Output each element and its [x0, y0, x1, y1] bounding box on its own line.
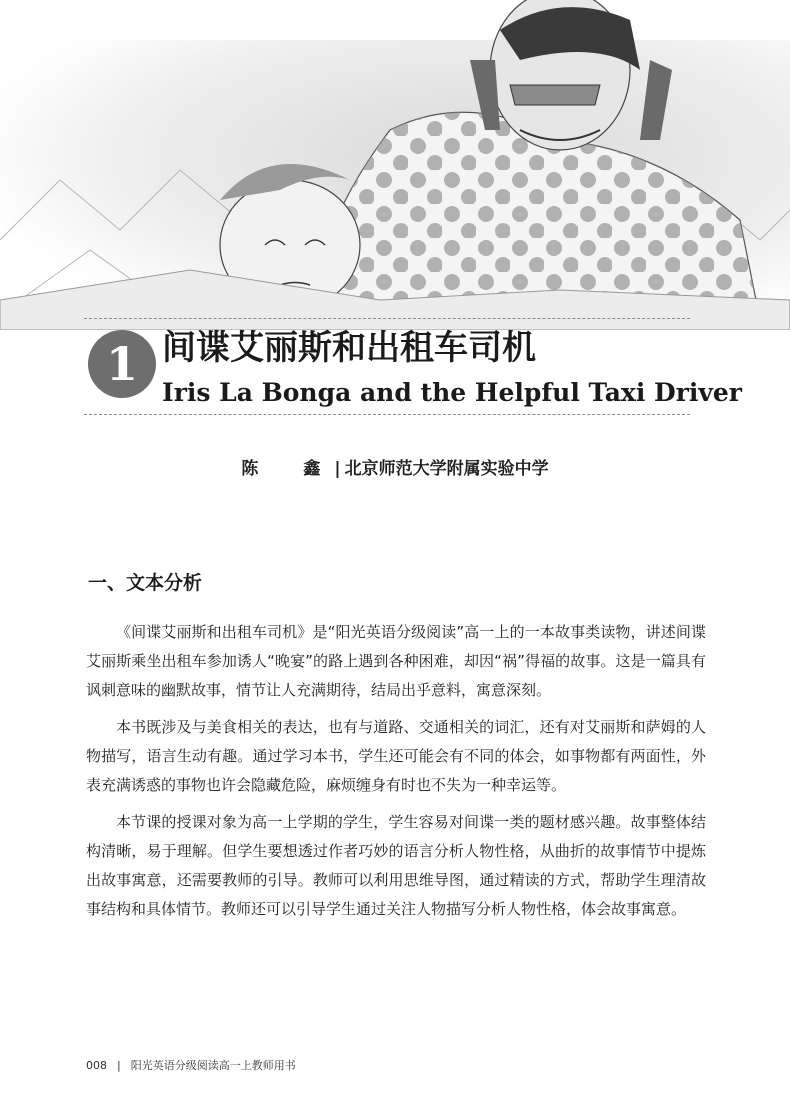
section-heading: 一、文本分析 [88, 572, 203, 594]
section-body [86, 618, 706, 932]
author-separator: | [334, 459, 341, 479]
author-line [0, 454, 790, 479]
title-rule-top [84, 318, 690, 319]
footer-book-title: 阳光英语分级阅读高一上教师用书 [130, 1059, 296, 1072]
paragraph: 本节课的授课对象为高一上学期的学生，学生容易对间谍一类的题材感兴趣。故事整体结构清晰，易于理解。但学生要想透过作者巧妙的语言分析人物性格，从曲折的故事情节中提炼出故事寓意，还需要教师的引导。教师可以利用思维导图，通过精读的方式，帮助学生理清故事结构和具体情节。教师还可以引导学生通过关注人物描写分析人物性格，体会故事寓意。 [86, 813, 706, 918]
page-footer [86, 1057, 706, 1073]
illustration-drawing [0, 0, 790, 330]
footer-separator: | [117, 1059, 121, 1072]
author-name: 陈 鑫 [241, 459, 335, 479]
chapter-number-badge: 1 [88, 330, 156, 398]
chapter-illustration [0, 0, 790, 330]
chapter-title-english: Iris La Bonga and the Helpful Taxi Driver [162, 378, 742, 407]
paragraph: 本书既涉及与美食相关的表达，也有与道路、交通相关的词汇，还有对艾丽斯和萨姆的人物描写，语言生动有趣。通过学习本书，学生还可能会有不同的体会，如事物都有两面性，外表充满诱惑的事物也许会隐藏危险，麻烦缠身有时也不失为一种幸运等。 [86, 718, 706, 794]
page-number: 008 [86, 1059, 107, 1072]
paragraph: 《间谍艾丽斯和出租车司机》是“阳光英语分级阅读”高一上的一本故事类读物，讲述间谍艾丽斯乘坐出租车参加诱人“晚宴”的路上遇到各种困难，却因“祸”得福的故事。这是一篇具有讽刺意味的幽默故事，情节让人充满期待，结局出乎意料，寓意深刻。 [86, 623, 706, 699]
author-affiliation: 北京师范大学附属实验中学 [344, 459, 549, 479]
title-rule-bottom [84, 414, 690, 415]
chapter-title-chinese: 间谍艾丽斯和出租车司机 [162, 328, 536, 368]
